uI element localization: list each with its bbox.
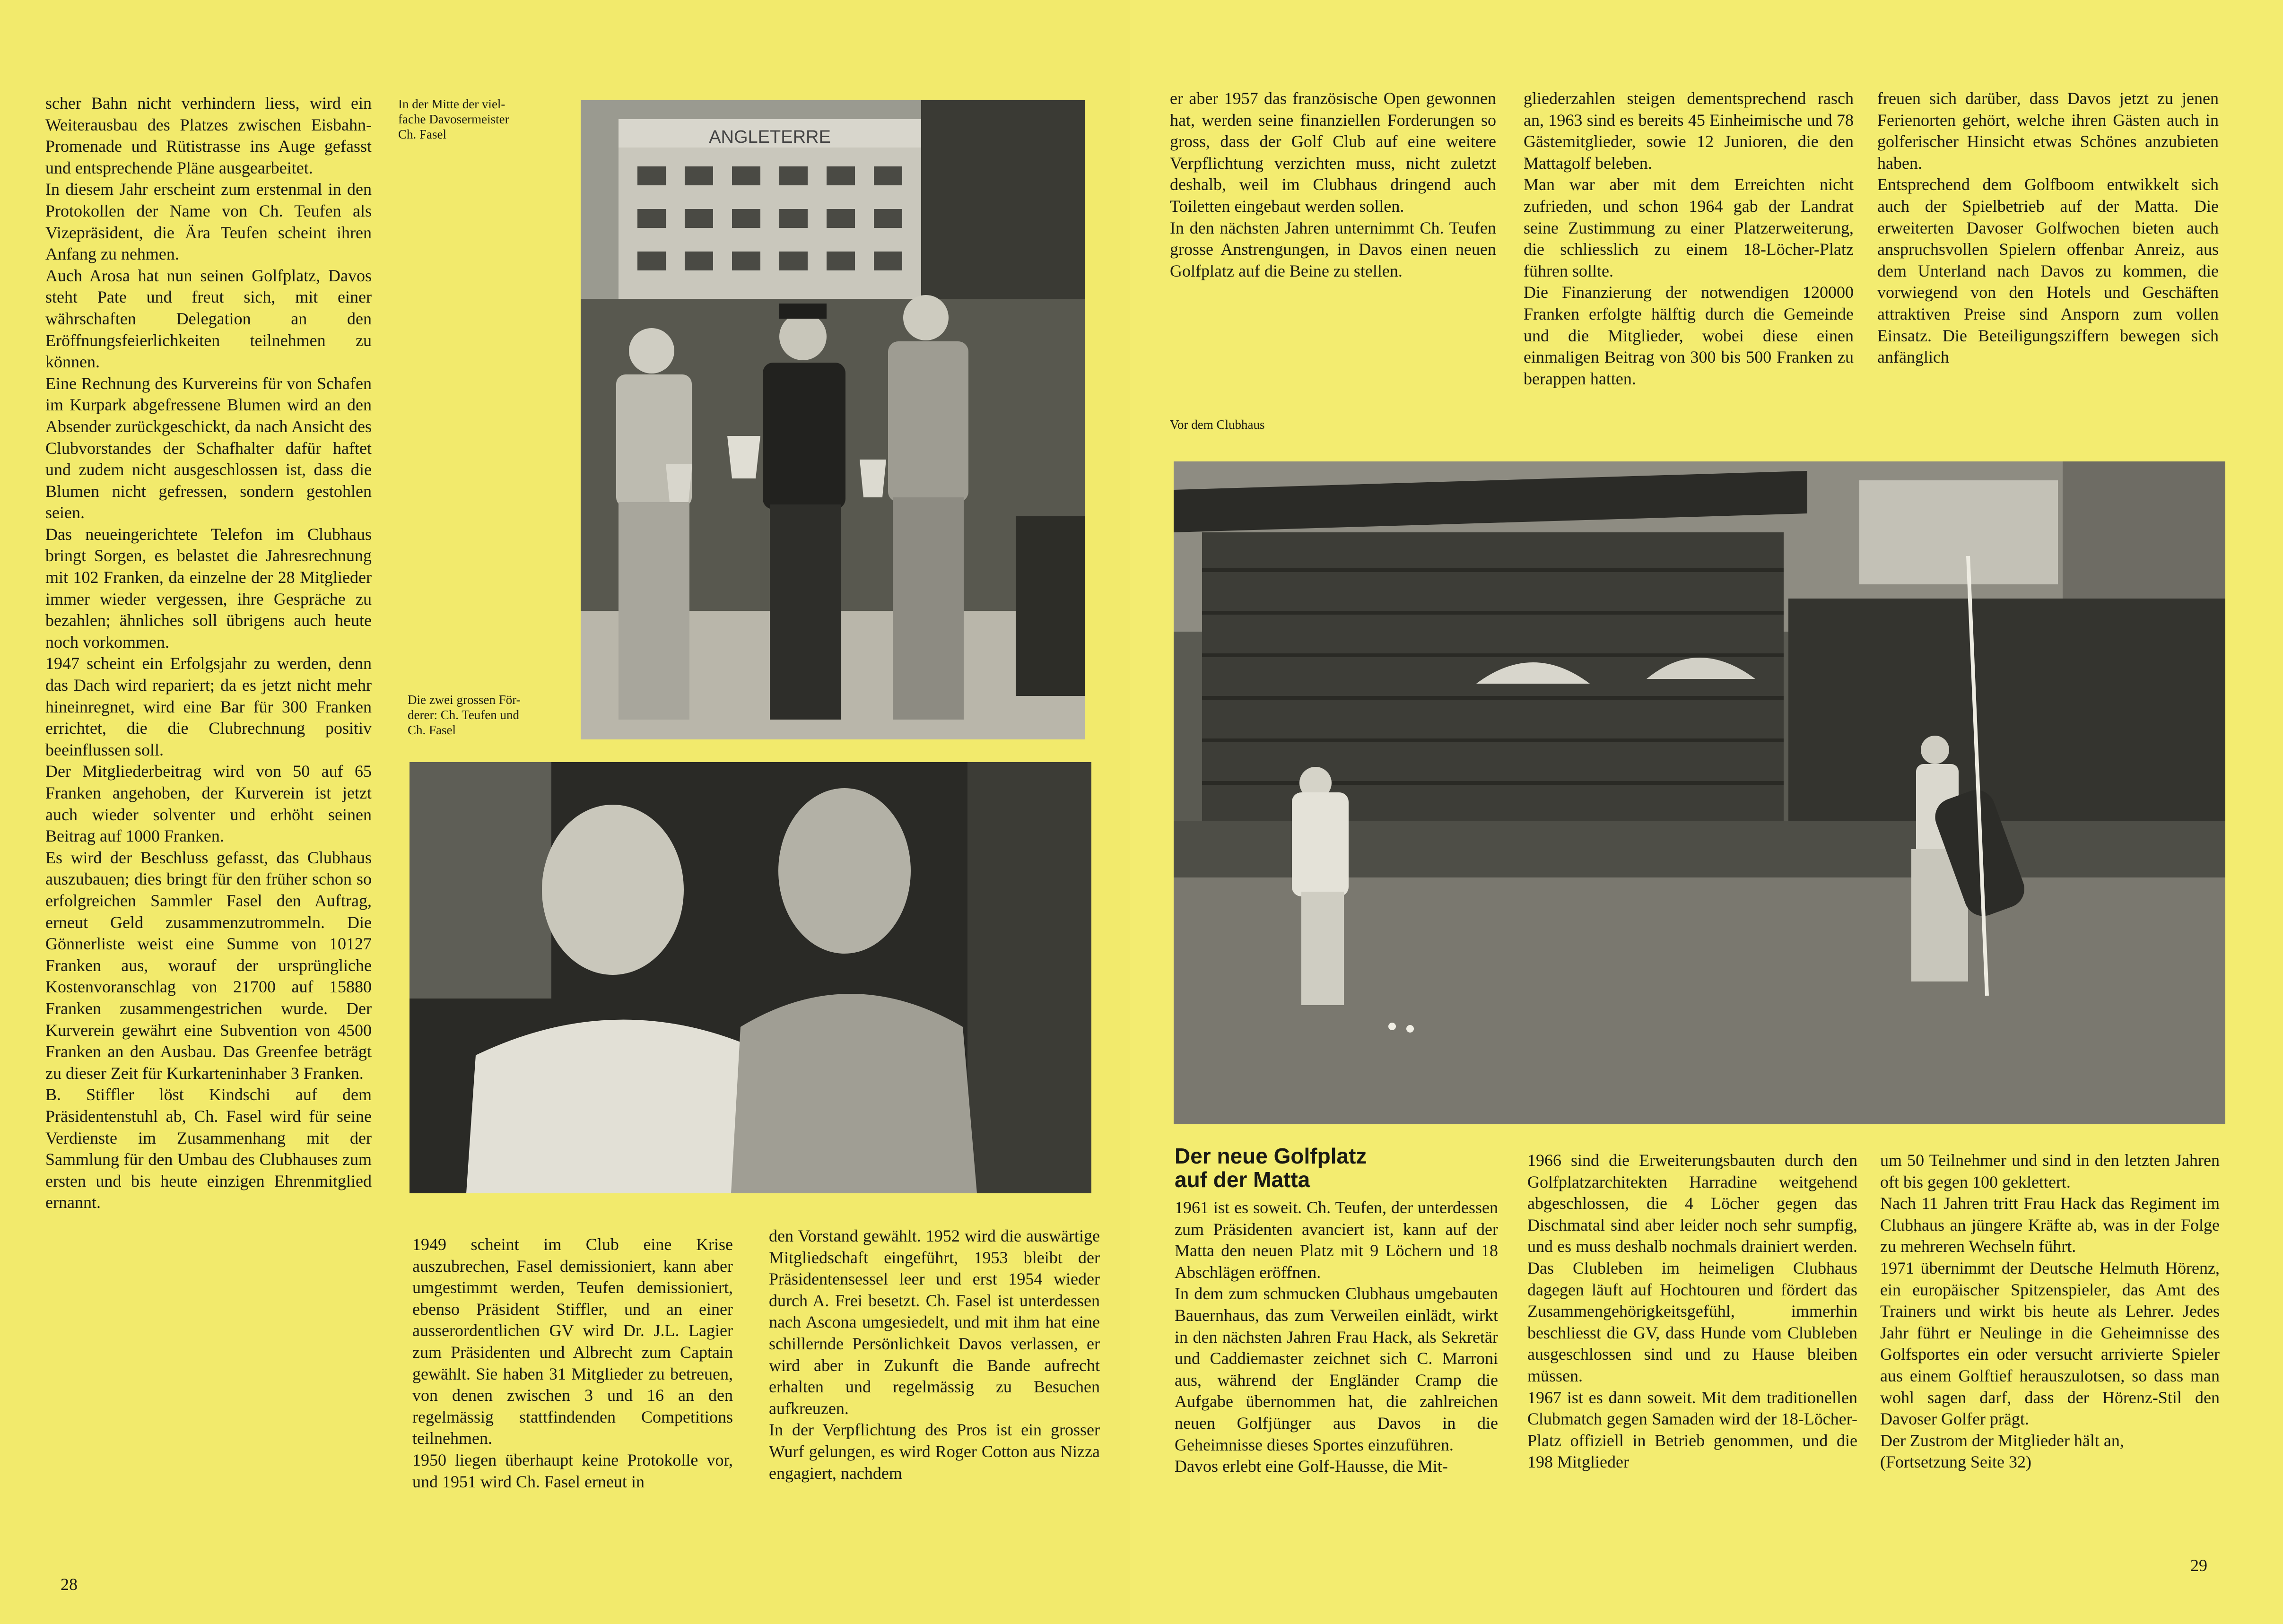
paragraph: 1949 scheint im Club eine Krise auszubrechen, Fasel demissioniert, kann aber umgestimmt werden, Teufen demissioniert, ebenso Präsident Stiffler, und an einer ausserordentlichen GV wird Dr. J.L. Lagier zum Präsidenten und Albrecht zum Captain gewählt. Sie haben 31 Mitglieder zu betreuen, von denen zwischen 3 und 16 an den regelmässig stattfindenden Competitions teilnehmen. [412,1235,733,1448]
caption-clubhouse-photo: Vor dem Clubhaus [1170,417,1265,432]
paragraph: 1967 ist es dann soweit. Mit dem traditionellen Clubmatch gegen Samaden wird der 18-Löcher-Platz offiziell in Betrieb genommen, und die 198 Mitglieder [1527,1388,1857,1472]
paragraph: In diesem Jahr erscheint zum erstenmal in den Protokollen der Name von Ch. Teufen als Vizepräsident, die Ära Teufen scheint ihren Anfang zu nehmen. [45,180,372,264]
paragraph: scher Bahn nicht verhindern liess, wird ein Weiterausbau des Platzes zwischen Eisbahn-Promenade und Rütistrasse ins Auge gefasst und entsprechende Pläne ausgearbeitet. [45,94,372,177]
page-number: 29 [2190,1556,2207,1575]
right-top-column-1 [1170,88,1496,282]
paragraph: Das neueingerichtete Telefon im Clubhaus bringt Sorgen, es belastet die Jahresrechnung mit 102 Franken, da einzelne der 28 Mitglieder immer wieder vergessen, ihre Gespräche zu bezahlen; ähnliches soll übrigens auch heute noch vorkommen. [45,524,372,651]
right-bottom-column-2 [1527,1150,1857,1473]
photo-trophy-winners [581,100,1085,739]
right-top-column-3 [1877,88,2219,368]
paragraph: 1966 sind die Erweiterungsbauten durch den Golfplatzarchitekten Harradine weitgehend abgeschlossen, die 4 Löcher gegen das Dischmatal sind aber leider noch sehr sumpfig, und es muss deshalb nochmals drainiert werden. Das Clubleben im heimeligen Clubhaus dagegen läuft auf Hochtouren und fördert das Zusammengehörigkeitsgefühl, immerhin beschliesst die GV, dass Hunde vom Clubleben ausgeschlossen sind und zu Hause bleiben müssen. [1527,1151,1857,1385]
photo-teufen-fasel [410,762,1091,1193]
paragraph: Es wird der Beschluss gefasst, das Clubhaus auszubauen; dies bringt für den früher schon so erfolgreichen Sammler Fasel den Auftrag, erneut Geld zusammenzutrommeln. Die Gönnerliste weist eine Summe von 10127 Franken aus, worauf der ursprüngliche Kostenvoranschlag von 21700 auf 15880 Franken zusammengestrichen wurde. Der Kurverein gewährt eine Subvention von 4500 Franken an den Ausbau. Das Greenfee beträgt zu dieser Zeit für Kurkarteninhaber 3 Franken. [45,848,372,1083]
right-page [1130,0,2283,1624]
paragraph: um 50 Teilnehmer und sind in den letzten Jahren oft bis gegen 100 geklettert. [1880,1151,2220,1191]
paragraph: Eine Rechnung des Kurvereins für von Schafen im Kurpark abgefressene Blumen wird an den Absender zurückgeschickt, da nach Ansicht des Clubvorstandes der Schafhalter dafür haftet und zudem nicht ausgeschlossen ist, dass die Blumen nicht gefressen, sondern gestohlen seien. [45,373,372,522]
left-page [0,0,1130,1624]
right-bottom-column-3 [1880,1150,2220,1473]
caption-champion-photo: In der Mitte der viel- fache Davosermeister Ch. Fasel [398,97,509,141]
paragraph: 1947 scheint ein Erfolgsjahr zu werden, denn das Dach wird repariert; da es jetzt nicht mehr hineinregnet, wird eine Bar für 300 Franken errichtet, die die Clubrechnung positiv beeinflussen soll. [45,654,372,759]
left-column-3 [769,1225,1100,1484]
hotel-sign: ANGLETERRE [709,127,831,147]
paragraph: den Vorstand gewählt. 1952 wird die auswärtige Mitgliedschaft eingeführt, 1953 bleibt der Präsidentensessel leer und erst 1954 wieder durch A. Frei besetzt. Ch. Fasel ist unterdessen nach Ascona umgesiedelt, und mit ihm hat eine schillernde Persönlichkeit Davos verlassen, er wird aber in Zukunft die Bande aufrecht erhalten und regelmässig zu Besuchen aufkreuzen. [769,1226,1100,1418]
left-column-2 [412,1234,733,1493]
continuation-note: (Fortsetzung Seite 32) [1880,1452,2031,1472]
section-heading: Der neue Golfplatz auf der Matta [1175,1144,1367,1192]
right-top-column-2 [1524,88,1854,390]
paragraph: B. Stiffler löst Kindschi auf dem Präsidentenstuhl ab, Ch. Fasel wird für seine Verdienste im Zusammenhang mit der Sammlung für den Umbau des Clubhauses zum ersten und bis heute einzigen Ehrenmitglied ernannt. [45,1085,372,1212]
paragraph: 1950 liegen überhaupt keine Protokolle vor, und 1951 wird Ch. Fasel erneut in [412,1450,733,1491]
paragraph: Auch Arosa hat nun seinen Golfplatz, Davos steht Pate und freut sich, mit einer währschaften Delegation an den Eröffnungsfeierlichkeiten teilnehmen zu können. [45,266,372,372]
paragraph: er aber 1957 das französische Open gewonnen hat, werden seine finanziellen Forderungen so gross, dass der Golf Club auf eine weitere Verpflichtung verzichten muss, nicht zuletzt deshalb, weil im Clubhaus dringend auch Toiletten eingebaut werden sollen. [1170,89,1496,216]
paragraph: In der Verpflichtung des Pros ist ein grosser Wurf gelungen, es wird Roger Cotton aus Nizza engagiert, nachdem [769,1420,1100,1483]
right-bottom-column-1 [1175,1197,1498,1477]
paragraph: 1961 ist es soweit. Ch. Teufen, der unterdessen zum Präsidenten avanciert ist, kann auf der Matta den neuen Platz mit 9 Löchern und 18 Abschlägen eröffnen. [1175,1198,1498,1282]
left-column-1 [45,93,372,1214]
paragraph: In dem zum schmucken Clubhaus umgebauten Bauernhaus, das zum Verweilen einlädt, wirkt in den nächsten Jahren Frau Hack, als Sekretär und Caddiemaster zeichnet sich C. Marroni aus, während der Engländer Cramp die Aufgabe übernommen hat, die zahlreichen neuen Golfjünger aus Davos in die Geheimnisse dieses Sportes einzuführen. [1175,1284,1498,1454]
paragraph: Davos erlebt eine Golf-Hausse, die Mit- [1175,1457,1448,1476]
paragraph: gliederzahlen steigen dementsprechend rasch an, 1963 sind es bereits 45 Einheimische und 78 Gästemitglieder, sowie 12 Junioren, die den Mattagolf beleben. [1524,89,1854,173]
photo-clubhouse-golfers [1174,461,2225,1124]
caption-patrons-photo: Die zwei grossen För- derer: Ch. Teufen und Ch. Fasel [408,693,521,737]
page-number: 28 [61,1575,78,1594]
paragraph: Der Zustrom der Mitglieder hält an, [1880,1431,2124,1450]
paragraph: 1971 übernimmt der Deutsche Helmuth Hörenz, ein europäischer Spitzenspieler, das Amt des Trainers und wirkt bis heute als Lehrer. Jedes Jahr führt er Neulinge in die Geheimnisse des Golfsportes ein oder versucht arrivierte Spieler aus einem Golftief herauszulotsen, so dass man wohl sagen darf, dass der Hörenz-Stil den Davoser Golfer prägt. [1880,1258,2220,1429]
paragraph: Die Finanzierung der notwendigen 120000 Franken erfolgte hälftig durch die Gemeinde und die Mitglieder, wobei diese einen einmaligen Beitrag von 300 bis 500 Franken zu berappen hatten. [1524,283,1854,388]
paragraph: Nach 11 Jahren tritt Frau Hack das Regiment im Clubhaus an jüngere Kräfte ab, was in der Folge zu mehreren Wechseln führt. [1880,1194,2220,1256]
paragraph: freuen sich darüber, dass Davos jetzt zu jenen Ferienorten gehört, welche ihren Gästen auch in golferischer Hinsicht etwas Schönes anzubieten haben. [1877,89,2219,173]
paragraph: Der Mitgliederbeitrag wird von 50 auf 65 Franken angehoben, der Kurverein ist jetzt auch wieder solventer und erhöht seinen Beitrag auf 1000 Franken. [45,762,372,846]
paragraph: Man war aber mit dem Erreichten nicht zufrieden, und schon 1964 gab der Landrat seine Zustimmung zu einer Platzerweiterung, die schliesslich zu einem 18-Löcher-Platz führen sollte. [1524,175,1854,280]
paragraph: Entsprechend dem Golfboom entwikkelt sich auch der Spielbetrieb auf der Matta. Die erweiterten Davoser Golfwochen bieten auch anspruchsvollen Spielern offenbar Anreiz, aus dem Unterland nach Davos zu kommen, die vorwiegend von den Hotels und Geschäften attraktiven Preise sind Ansporn zum vollen Einsatz. Die Beteiligungsziffern bewegen sich anfänglich [1877,175,2219,367]
paragraph: In den nächsten Jahren unternimmt Ch. Teufen grosse Anstrengungen, in Davos einen neuen Golfplatz auf die Beine zu stellen. [1170,218,1496,280]
